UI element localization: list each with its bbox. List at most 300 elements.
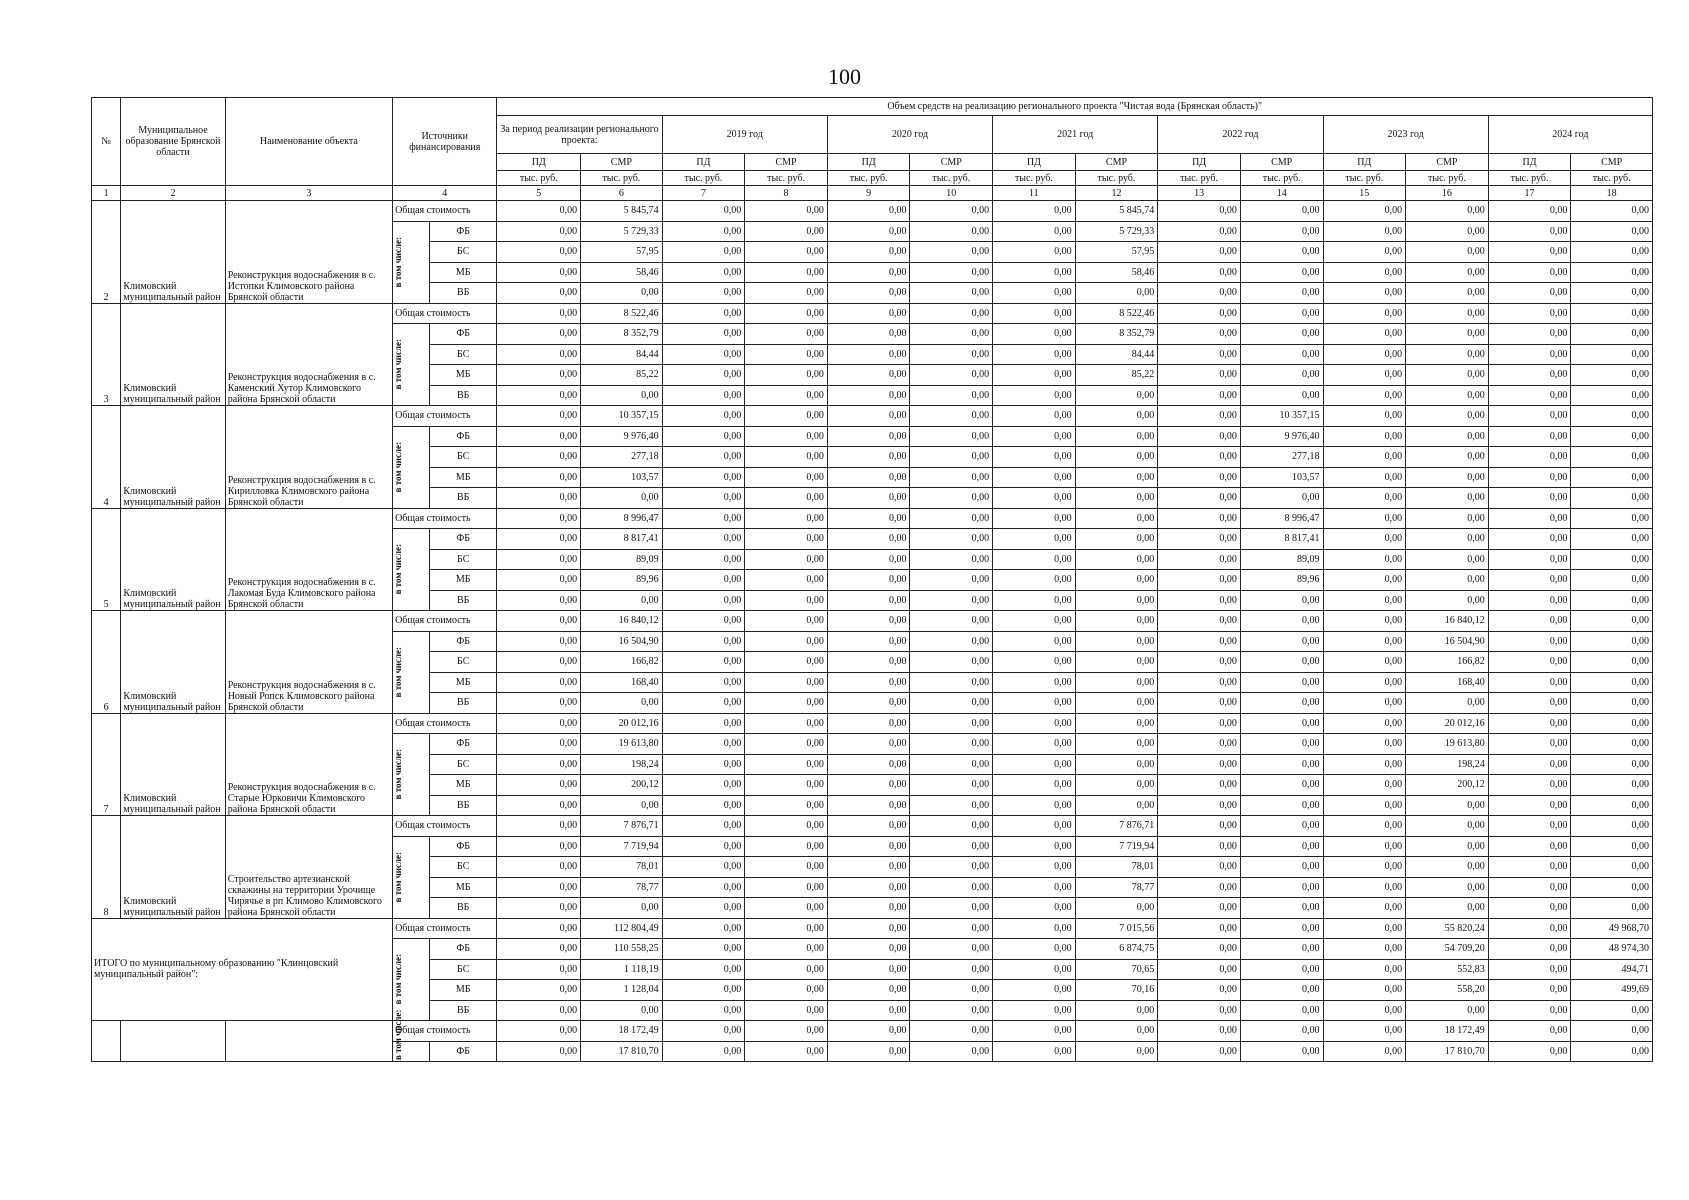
value-cell: 78,01 [581,857,663,878]
value-cell: 0,00 [1571,754,1653,775]
value-cell: 0,00 [745,549,828,570]
source-label: ВБ [430,385,497,406]
value-cell: 0,00 [497,775,581,796]
value-cell: 0,00 [745,980,828,1001]
value-cell: 0,00 [827,877,910,898]
value-cell: 0,00 [745,262,828,283]
value-cell: 70,16 [1075,980,1158,1001]
value-cell: 0,00 [745,631,828,652]
value-cell: 0,00 [910,652,993,673]
value-cell: 0,00 [827,1041,910,1062]
value-cell: 0,00 [1323,611,1406,632]
value-cell: 70,65 [1075,959,1158,980]
value-cell: 0,00 [662,508,745,529]
value-cell: 78,77 [581,877,663,898]
value-cell: 0,00 [1240,877,1323,898]
value-cell: 0,00 [1158,242,1241,263]
value-cell: 0,00 [1158,344,1241,365]
value-cell: 0,00 [1571,1041,1653,1062]
value-cell: 168,40 [1406,672,1489,693]
value-cell: 0,00 [662,467,745,488]
value-cell: 0,00 [1323,570,1406,591]
value-cell: 9 976,40 [1240,426,1323,447]
value-cell: 0,00 [827,242,910,263]
value-cell: 0,00 [827,898,910,919]
row-object: Реконструкция водоснабжения в с. Каменский Хутор Климовского района Брянской области [225,303,392,406]
row-index: 7 [92,713,121,816]
value-cell: 8 817,41 [581,529,663,550]
value-cell: 16 840,12 [581,611,663,632]
value-cell: 0,00 [1240,365,1323,386]
value-cell: 0,00 [1158,406,1241,427]
value-cell: 0,00 [910,672,993,693]
value-cell: 0,00 [1075,611,1158,632]
value-cell: 0,00 [662,283,745,304]
value-cell: 0,00 [827,611,910,632]
value-cell: 0,00 [1323,508,1406,529]
value-cell: 0,00 [745,754,828,775]
row-municipality: Климовский муниципальный район [121,713,225,816]
value-cell: 0,00 [497,611,581,632]
value-cell: 0,00 [993,590,1076,611]
value-cell: 7 876,71 [581,816,663,837]
value-cell: 112 804,49 [581,918,663,939]
table-row [92,201,1653,222]
value-cell: 5 845,74 [1075,201,1158,222]
value-cell: 0,00 [1323,488,1406,509]
value-cell: 0,00 [745,1021,828,1042]
value-cell: 0,00 [1488,1041,1571,1062]
header-pd: ПД [662,154,745,171]
value-cell: 0,00 [1240,303,1323,324]
value-cell: 0,00 [993,980,1076,1001]
value-cell: 0,00 [662,549,745,570]
value-cell: 0,00 [1240,713,1323,734]
value-cell: 103,57 [581,467,663,488]
source-label: ВБ [430,795,497,816]
value-cell: 0,00 [497,385,581,406]
value-cell: 0,00 [497,672,581,693]
value-cell: 0,00 [581,590,663,611]
source-label: БС [430,344,497,365]
value-cell: 0,00 [1240,754,1323,775]
value-cell: 0,00 [1158,426,1241,447]
value-cell: 0,00 [1075,385,1158,406]
value-cell: 0,00 [1240,385,1323,406]
value-cell: 277,18 [581,447,663,468]
source-label: ФБ [430,631,497,652]
value-cell: 0,00 [1158,1041,1241,1062]
value-cell: 0,00 [662,959,745,980]
including-cell [393,529,430,611]
value-cell: 0,00 [1571,283,1653,304]
value-cell: 0,00 [1571,693,1653,714]
value-cell: 0,00 [910,590,993,611]
value-cell: 0,00 [827,1021,910,1042]
value-cell: 16 840,12 [1406,611,1489,632]
value-cell: 0,00 [662,836,745,857]
value-cell: 0,00 [662,754,745,775]
header-pd: ПД [1158,154,1241,171]
value-cell: 0,00 [1488,816,1571,837]
value-cell: 0,00 [1075,447,1158,468]
funding-table [91,97,1653,1062]
value-cell: 0,00 [1488,672,1571,693]
value-cell: 0,00 [497,631,581,652]
value-cell: 0,00 [910,570,993,591]
value-cell: 0,00 [1488,201,1571,222]
value-cell: 0,00 [1158,775,1241,796]
value-cell: 0,00 [910,775,993,796]
value-cell: 0,00 [662,447,745,468]
value-cell: 0,00 [1323,939,1406,960]
value-cell: 0,00 [910,303,993,324]
value-cell: 8 352,79 [1075,324,1158,345]
value-cell: 0,00 [993,201,1076,222]
value-cell: 0,00 [1323,898,1406,919]
value-cell: 0,00 [662,201,745,222]
value-cell: 0,00 [662,816,745,837]
header-period: 2020 год [827,116,992,154]
row-object [225,1021,392,1062]
value-cell: 0,00 [497,918,581,939]
header-smr: СМР [1240,154,1323,171]
value-cell: 7 719,94 [581,836,663,857]
header-smr: СМР [1075,154,1158,171]
value-cell: 0,00 [827,590,910,611]
value-cell: 0,00 [497,365,581,386]
value-cell: 0,00 [745,734,828,755]
value-cell: 0,00 [910,488,993,509]
value-cell: 0,00 [1323,877,1406,898]
value-cell: 0,00 [745,877,828,898]
value-cell: 0,00 [1240,201,1323,222]
value-cell: 0,00 [745,672,828,693]
value-cell: 0,00 [993,1021,1076,1042]
row-object: Реконструкция водоснабжения в с. Лакомая Буда Климовского района Брянской области [225,508,392,611]
value-cell: 0,00 [662,303,745,324]
value-cell: 0,00 [662,898,745,919]
value-cell: 0,00 [1240,836,1323,857]
value-cell: 89,96 [581,570,663,591]
value-cell: 0,00 [1571,242,1653,263]
value-cell: 0,00 [1323,959,1406,980]
column-number: 18 [1571,186,1653,201]
source-label: ВБ [430,283,497,304]
row-municipality: Климовский муниципальный район [121,816,225,919]
value-cell: 5 729,33 [581,221,663,242]
value-cell: 0,00 [910,1000,993,1021]
value-cell: 0,00 [910,816,993,837]
value-cell: 0,00 [993,795,1076,816]
value-cell: 0,00 [1488,488,1571,509]
value-cell: 0,00 [1571,857,1653,878]
source-label: БС [430,959,497,980]
value-cell: 0,00 [1571,1000,1653,1021]
value-cell: 0,00 [910,344,993,365]
value-cell: 558,20 [1406,980,1489,1001]
source-label: БС [430,549,497,570]
including-label: в том числе: [393,954,404,1005]
value-cell: 0,00 [827,631,910,652]
value-cell: 0,00 [993,754,1076,775]
value-cell: 0,00 [1488,1021,1571,1042]
value-cell: 0,00 [1075,406,1158,427]
value-cell: 54 709,20 [1406,939,1489,960]
header-unit: тыс. руб. [1571,171,1653,186]
value-cell: 0,00 [1571,303,1653,324]
including-cell [393,221,430,303]
value-cell: 0,00 [1488,795,1571,816]
value-cell: 0,00 [993,488,1076,509]
value-cell: 89,09 [1240,549,1323,570]
value-cell: 0,00 [827,795,910,816]
value-cell: 0,00 [745,508,828,529]
source-label: ФБ [430,529,497,550]
value-cell: 0,00 [1075,1000,1158,1021]
value-cell: 0,00 [993,221,1076,242]
value-cell: 0,00 [1323,283,1406,304]
value-cell: 0,00 [1488,877,1571,898]
value-cell: 0,00 [497,959,581,980]
value-cell: 0,00 [1158,734,1241,755]
value-cell: 0,00 [1240,734,1323,755]
value-cell: 0,00 [1571,447,1653,468]
value-cell: 0,00 [1488,918,1571,939]
value-cell: 0,00 [1240,1021,1323,1042]
value-cell: 0,00 [1323,549,1406,570]
value-cell: 0,00 [1323,1021,1406,1042]
value-cell: 0,00 [1240,262,1323,283]
value-cell: 0,00 [1571,344,1653,365]
value-cell: 0,00 [1571,365,1653,386]
value-cell: 84,44 [1075,344,1158,365]
value-cell: 8 522,46 [581,303,663,324]
value-cell: 0,00 [827,775,910,796]
header-pd: ПД [827,154,910,171]
value-cell: 0,00 [1323,406,1406,427]
value-cell: 0,00 [1571,713,1653,734]
value-cell: 0,00 [1571,877,1653,898]
including-label: в том числе: [393,441,404,493]
value-cell: 0,00 [993,836,1076,857]
value-cell: 0,00 [910,242,993,263]
including-cell [393,324,430,406]
value-cell: 9 976,40 [581,426,663,447]
header-period: 2019 год [662,116,827,154]
header-unit: тыс. руб. [581,171,663,186]
value-cell: 0,00 [1571,221,1653,242]
column-number: 16 [1406,186,1489,201]
value-cell: 0,00 [1488,303,1571,324]
value-cell: 0,00 [1075,467,1158,488]
header-volume-title: Объем средств на реализацию регионального проекта "Чистая вода (Брянская область)" [497,98,1653,116]
value-cell: 0,00 [497,652,581,673]
value-cell: 0,00 [662,980,745,1001]
value-cell: 0,00 [1075,426,1158,447]
header-object-name: Наименование объекта [225,98,392,186]
header-pd: ПД [1323,154,1406,171]
value-cell: 0,00 [827,939,910,960]
value-cell: 0,00 [497,426,581,447]
value-cell: 0,00 [1323,918,1406,939]
value-cell: 7 876,71 [1075,816,1158,837]
row-municipality: Климовский муниципальный район [121,611,225,714]
source-label: МБ [430,365,497,386]
value-cell: 0,00 [1240,283,1323,304]
value-cell: 0,00 [1240,795,1323,816]
value-cell: 0,00 [745,816,828,837]
value-cell: 0,00 [1158,447,1241,468]
value-cell: 0,00 [1158,1021,1241,1042]
row-index: 5 [92,508,121,611]
value-cell: 0,00 [1488,754,1571,775]
value-cell: 0,00 [827,303,910,324]
value-cell: 78,77 [1075,877,1158,898]
value-cell: 0,00 [1323,734,1406,755]
row-municipality: Климовский муниципальный район [121,508,225,611]
value-cell: 0,00 [745,242,828,263]
column-number: 1 [92,186,121,201]
value-cell: 85,22 [581,365,663,386]
value-cell: 0,00 [745,652,828,673]
value-cell: 0,00 [1406,898,1489,919]
value-cell: 20 012,16 [1406,713,1489,734]
table-row [92,816,1653,837]
value-cell: 0,00 [1488,385,1571,406]
value-cell: 0,00 [910,426,993,447]
value-cell: 0,00 [910,836,993,857]
value-cell: 0,00 [497,693,581,714]
value-cell: 0,00 [1406,795,1489,816]
value-cell: 0,00 [993,549,1076,570]
value-cell: 0,00 [745,303,828,324]
value-cell: 0,00 [827,652,910,673]
value-cell: 0,00 [1075,283,1158,304]
value-cell: 0,00 [1323,836,1406,857]
value-cell: 0,00 [1158,529,1241,550]
value-cell: 0,00 [827,713,910,734]
source-label: ФБ [430,1041,497,1062]
value-cell: 0,00 [1240,693,1323,714]
value-cell: 0,00 [1158,857,1241,878]
value-cell: 0,00 [993,631,1076,652]
value-cell: 0,00 [1571,652,1653,673]
total-cost-label: Общая стоимость [393,406,497,427]
value-cell: 277,18 [1240,447,1323,468]
value-cell: 0,00 [910,1021,993,1042]
value-cell: 0,00 [1240,816,1323,837]
value-cell: 0,00 [1075,529,1158,550]
value-cell: 0,00 [662,570,745,591]
value-cell: 0,00 [1571,590,1653,611]
value-cell: 0,00 [1075,570,1158,591]
header-period: 2022 год [1158,116,1323,154]
value-cell: 0,00 [910,611,993,632]
value-cell: 0,00 [1323,590,1406,611]
value-cell: 0,00 [1571,488,1653,509]
value-cell: 0,00 [910,734,993,755]
header-unit: тыс. руб. [1158,171,1241,186]
value-cell: 0,00 [1323,447,1406,468]
value-cell: 0,00 [1571,570,1653,591]
value-cell: 0,00 [1240,652,1323,673]
value-cell: 0,00 [1075,672,1158,693]
value-cell: 0,00 [827,1000,910,1021]
value-cell: 166,82 [581,652,663,673]
value-cell: 0,00 [1075,508,1158,529]
value-cell: 0,00 [497,857,581,878]
value-cell: 0,00 [993,857,1076,878]
value-cell: 0,00 [1240,775,1323,796]
value-cell: 0,00 [497,754,581,775]
value-cell: 0,00 [827,262,910,283]
value-cell: 0,00 [910,283,993,304]
row-object: Реконструкция водоснабжения в с. Старые Юрковичи Климовского района Брянской области [225,713,392,816]
value-cell: 0,00 [910,877,993,898]
value-cell: 0,00 [1488,939,1571,960]
value-cell: 0,00 [1075,1021,1158,1042]
value-cell: 0,00 [1158,939,1241,960]
value-cell: 0,00 [1158,980,1241,1001]
source-label: ФБ [430,324,497,345]
value-cell: 0,00 [1158,959,1241,980]
value-cell: 0,00 [1323,467,1406,488]
value-cell: 16 504,90 [1406,631,1489,652]
value-cell: 0,00 [1240,631,1323,652]
value-cell: 0,00 [662,877,745,898]
value-cell: 0,00 [662,590,745,611]
value-cell: 0,00 [993,324,1076,345]
value-cell: 0,00 [1406,1000,1489,1021]
value-cell: 0,00 [1406,221,1489,242]
header-unit: тыс. руб. [662,171,745,186]
value-cell: 0,00 [745,693,828,714]
value-cell: 0,00 [1323,693,1406,714]
value-cell: 0,00 [1571,406,1653,427]
value-cell: 0,00 [1488,734,1571,755]
value-cell: 5 729,33 [1075,221,1158,242]
value-cell: 0,00 [745,570,828,591]
value-cell: 49 968,70 [1571,918,1653,939]
value-cell: 0,00 [1488,590,1571,611]
value-cell: 0,00 [745,775,828,796]
value-cell: 0,00 [993,529,1076,550]
value-cell: 0,00 [662,344,745,365]
source-label: МБ [430,570,497,591]
value-cell: 0,00 [1158,611,1241,632]
value-cell: 0,00 [1240,939,1323,960]
value-cell: 0,00 [662,488,745,509]
value-cell: 0,00 [1488,426,1571,447]
row-object: Реконструкция водоснабжения в с. Новый Ропск Климовского района Брянской области [225,611,392,714]
value-cell: 0,00 [1323,775,1406,796]
value-cell: 78,01 [1075,857,1158,878]
header-smr: СМР [910,154,993,171]
value-cell: 0,00 [1488,262,1571,283]
value-cell: 0,00 [1571,775,1653,796]
value-cell: 0,00 [1488,324,1571,345]
value-cell: 0,00 [1406,201,1489,222]
value-cell: 57,95 [581,242,663,263]
column-number: 4 [393,186,497,201]
table-body [92,201,1653,1062]
value-cell: 0,00 [1158,467,1241,488]
value-cell: 0,00 [497,877,581,898]
header-smr: СМР [1571,154,1653,171]
source-label: ФБ [430,939,497,960]
value-cell: 0,00 [745,1000,828,1021]
